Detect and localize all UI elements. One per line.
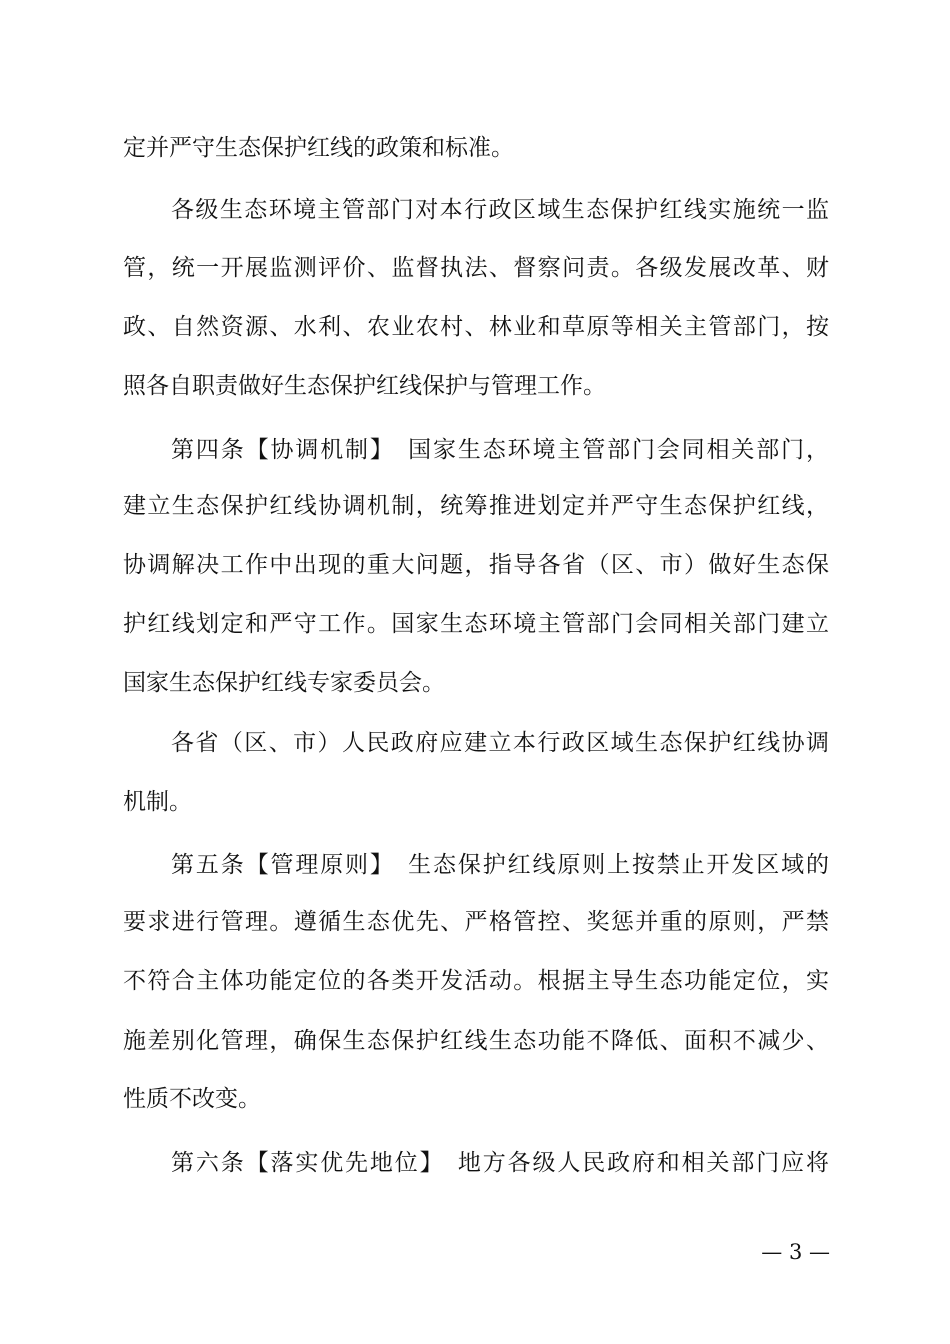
paragraph-line: 各级生态环境主管部门对本行政区域生态保护红线实施统一监: [171, 197, 829, 223]
paragraph-line: 要求进行管理。遵循生态优先、严格管控、奖惩并重的原则，严禁: [123, 909, 829, 935]
paragraph-line: 性质不改变。: [123, 1086, 261, 1112]
paragraph-line: 国家生态保护红线专家委员会。: [123, 670, 445, 696]
paragraph-line: 定并严守生态保护红线的政策和标准。: [123, 135, 514, 161]
paragraph-line: 协调解决工作中出现的重大问题，指导各省（区、市）做好生态保: [123, 552, 829, 578]
paragraph-line: 管，统一开展监测评价、监督执法、督察问责。各级发展改革、财: [123, 255, 829, 281]
paragraph-line: 机制。: [123, 789, 192, 815]
article-heading-line: 第六条【落实优先地位】 地方各级人民政府和相关部门应将: [171, 1150, 829, 1176]
paragraph-line: 不符合主体功能定位的各类开发活动。根据主导生态功能定位，实: [123, 968, 829, 994]
article-heading-line: 第四条【协调机制】 国家生态环境主管部门会同相关部门，: [171, 437, 829, 463]
paragraph-line: 政、自然资源、水利、农业农村、林业和草原等相关主管部门，按: [123, 314, 829, 340]
paragraph-line: 照各自职责做好生态保护红线保护与管理工作。: [123, 373, 606, 399]
article-heading-line: 第五条【管理原则】 生态保护红线原则上按禁止开发区域的: [171, 852, 829, 878]
paragraph-line: 各省（区、市）人民政府应建立本行政区域生态保护红线协调: [171, 730, 829, 756]
paragraph-line: 建立生态保护红线协调机制，统筹推进划定并严守生态保护红线，: [123, 493, 829, 519]
page-number: — 3 —: [761, 1240, 830, 1264]
paragraph-line: 施差别化管理，确保生态保护红线生态功能不降低、面积不减少、: [123, 1028, 829, 1054]
paragraph-line: 护红线划定和严守工作。国家生态环境主管部门会同相关部门建立: [123, 611, 829, 637]
